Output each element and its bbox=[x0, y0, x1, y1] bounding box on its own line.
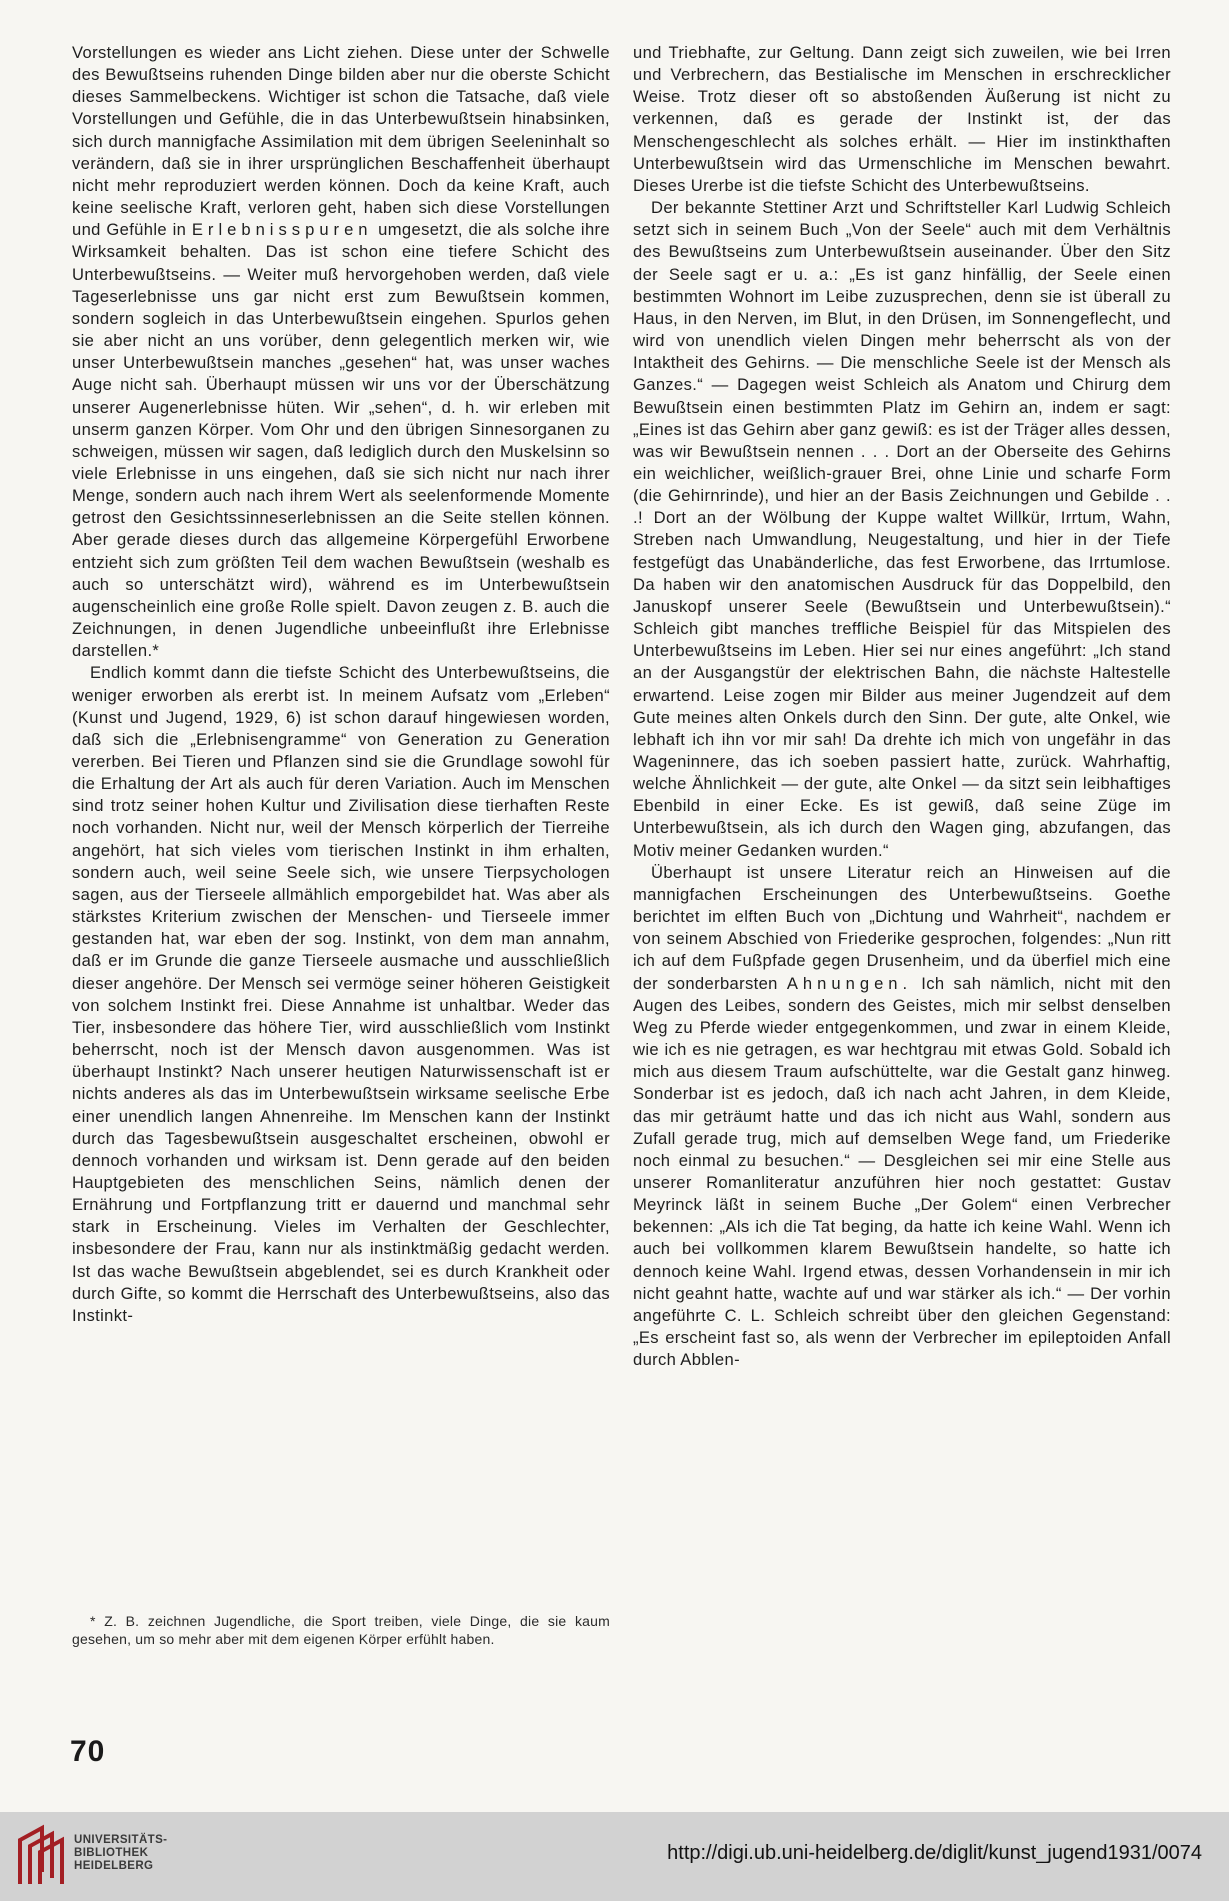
footnote: * Z. B. zeichnen Jugendliche, die Sport treiben, viele Dinge, die sie kaum gesehen, um so mehr aber mit dem eigenen Körper erfühlt haben. bbox=[72, 1613, 610, 1647]
text-column-left bbox=[72, 42, 610, 1327]
paragraph: Endlich kommt dann die tiefste Schicht des Unterbewußtseins, die weniger erworben als ererbt ist. In meinem Aufsatz vom „Erleben“ (Kunst und Jugend, 1929, 6) ist schon darauf hingewiesen worden, daß sich die „Erlebnisengramme“ von Generation zu Generation vererben. Bei Tieren und Pflanzen sind sie die Grundlage sowohl für die Erhaltung der Art als auch für deren Variation. Auch im Menschen sind trotz seiner hohen Kultur und Zivilisation diese tierhaften Reste noch vorhanden. Nicht nur, weil der Mensch körperlich der Tierreihe angehört, hat sich vieles vom tierischen Instinkt in ihm erhalten, sondern auch, weil seine Seele sich, wie unsere Tierpsychologen sagen, aus der Tierseele allmählich emporgebildet hat. Was aber als stärkstes Kriterium zwischen der Menschen- und Tierseele immer gestanden hat, war eben der sog. Instinkt, von dem man annahm, daß er im Grunde die ganze Tierseele ausmache und ausschließlich dieser angehöre. Der Mensch sei vermöge seiner höheren Geistigkeit von solchem Instinkt frei. Diese Annahme ist unhaltbar. Weder das Tier, insbesondere das höhere Tier, wird ausschließlich vom Instinkt beherrscht, noch ist der Mensch davon ausgenommen. Was ist überhaupt Instinkt? Nach unserer heutigen Naturwissenschaft ist er nichts anderes als das im Unterbewußtsein wirksame seelische Erbe einer unendlich langen Ahnenreihe. Im Menschen kann der Instinkt durch das Tagesbewußtsein ausgeschaltet erscheinen, obwohl er dennoch vorhanden und wirksam ist. Denn gerade auf den beiden Hauptgebieten des menschlichen Seins, nämlich denen der Ernährung und Fortpflanzung tritt er dauernd und manchmal sehr stark in Erscheinung. Vieles im Verhalten der Geschlechter, insbesondere der Frau, kann nur als instinktmäßig gedacht werden. Ist das wache Bewußtsein abgeblendet, sei es durch Krankheit oder durch Gifte, so kommt die Herrschaft des Unterbewußtseins, also das Instinkt- bbox=[72, 663, 610, 1325]
spaced-emphasis: Ahnungen. bbox=[786, 973, 913, 993]
library-logo-icon bbox=[12, 1822, 68, 1890]
paragraph: Der bekannte Stettiner Arzt und Schriftsteller Karl Ludwig Schleich setzt sich in seinem Buch „Von der Seele“ auch mit dem Verhältnis des Bewußtseins zum Unterbewußtsein auseinander. Über den Sitz der Seele sagt er u. a.: „Es ist ganz hinfällig, der Seele einen bestimmten Wohnort im Leibe zuzusprechen, denn sie ist überall zu Haus, in den Nerven, im Blut, in den Drüsen, im Sonnengeflecht, und wird von unendlich vielen Dingen mehr beherrscht als von der Intaktheit des Gehirns. — Die menschliche Seele ist der Mensch als Ganzes.“ — Dagegen weist Schleich als Anatom und Chirurg dem Bewußtsein einen bestimmten Platz im Gehirn an, indem er sagt: „Eines ist das Gehirn aber ganz gewiß: es ist der Träger alles dessen, was wir Bewußtsein nennen . . . Dort an der Oberseite des Gehirns ein weichlicher, weißlich-grauer Brei, ohne Linie und scharfe Form (die Gehirnrinde), und hier an der Basis Zeichnungen und Gebilde . . .! Dort an der Wölbung der Kuppe waltet Willkür, Irrtum, Wahn, Streben nach Umwandlung, Neugestaltung, und hier in der Tiefe festgefügt das Unabänderliche, das fest Erworbene, das Irrtumlose. Da haben wir den anatomischen Ausdruck für das Doppelbild, den Januskopf unserer Seele (Bewußtsein und Unterbewußtsein).“ Schleich gibt manches treffliche Beispiel für das Mitspielen des Unterbewußtseins im Leben. Hier sei nur eines angeführt: „Ich stand an der Ausgangstür der elektrischen Bahn, die nächste Haltestelle erwartend. Leise zogen mir Bilder aus meiner Jugendzeit auf dem Gute meines alten Onkels durch den Sinn. Der gute, alte Onkel, wie lebhaft ich ihn vor mir sah! Da drehte ich mich von ungefähr in das Wageninnere, das ich soeben passiert hatte, zurück. Wahrhaftig, welche Ähnlichkeit — der gute, alte Onkel — da sitzt sein leibhaftiges Ebenbild in einer Ecke. Es ist gewiß, daß seine Züge im Unterbewußtsein, als ich durch den Wagen ging, abzufangen, das Motiv meiner Gedanken wurden.“ bbox=[633, 198, 1171, 860]
text-column-right bbox=[633, 42, 1171, 1371]
paragraph: und Triebhafte, zur Geltung. Dann zeigt sich zuweilen, wie bei Irren und Verbrechern, das Bestialische im Menschen in erschrecklicher Weise. Trotz dieser oft so abstoßenden Äußerung ist nicht zu verkennen, daß es gerade der Instinkt ist, der das Menschengeschlecht als solches erhält. — Hier im instinkthaften Unterbewußtsein wird das Urmenschliche im Menschen bewahrt. Dieses Urerbe ist die tiefste Schicht des Unterbewußtseins. bbox=[633, 43, 1171, 195]
page-number: 70 bbox=[70, 1735, 106, 1768]
spaced-emphasis: Erlebnisspuren bbox=[191, 220, 373, 240]
digitization-footer bbox=[0, 1812, 1229, 1901]
source-url-link[interactable]: http://digi.ub.uni-heidelberg.de/diglit/kunst_jugend1931/0074 bbox=[667, 1842, 1202, 1864]
paragraph: Überhaupt ist unsere Literatur reich an Hinweisen auf die mannigfachen Erscheinungen des Unterbewußtseins. Goethe berichtet im elften Buch von „Dichtung und Wahrheit“, nachdem er von seinem Abschied von Friederike gesprochen, folgendes: „Nun ritt ich auf dem Fußpfade gegen Drusenheim, und da überfiel mich eine der sonderbarsten Ahnungen. Ich sah nämlich, nicht mit den Augen des Leibes, sondern des Geistes, mich mir selbst denselben Weg zu Pferde wieder entgegenkommen, und zwar in einem Kleide, wie ich es nie getragen, es war hechtgrau mit etwas Gold. Sobald ich mich aus diesem Traum aufschüttelte, war die Gestalt ganz hinweg. Sonderbar ist es jedoch, daß ich nach acht Jahren, in dem Kleide, das mir geträumt hatte und das ich nicht aus Wahl, sondern aus Zufall gerade trug, mich auf demselben Wege fand, um Friederike noch einmal zu besuchen.“ — Desgleichen sei mir eine Stelle aus unserer Romanliteratur anzuführen hier noch gestattet: Gustav Meyrinck läßt in seinem Buche „Der Golem“ einen Verbrecher bekennen: „Als ich die Tat beging, da hatte ich keine Wahl. Wenn ich auch bei vollkommen klarem Bewußtsein handelte, so hatte ich dennoch keine Wahl. Irgend etwas, dessen Vorhandensein in mir ich nicht geahnt hatte, wachte auf und war stärker als ich.“ — Der vorhin angeführte C. L. Schleich schreibt über den gleichen Gegenstand: „Es erscheint fast so, als wenn der Verbrecher im epileptoiden Anfall durch Abblen- bbox=[633, 862, 1171, 1370]
paragraph: Vorstellungen es wieder ans Licht ziehen. Diese unter der Schwelle des Bewußtseins ruhenden Dinge bilden aber nur die oberste Schicht dieses Sammelbeckens. Wichtiger ist schon die Tatsache, daß viele Vorstellungen und Gefühle, die in das Unterbewußtsein hinabsinken, sich durch mannigfache Assimilation mit dem übrigen Seeleninhalt so verändern, daß sie in ihrer ursprünglichen Beschaffenheit überhaupt nicht mehr reproduziert werden können. Doch da keine Kraft, auch keine seelische Kraft, verloren geht, haben sich diese Vorstellungen und Gefühle in Erlebnisspuren umgesetzt, die als solche ihre Wirksamkeit behalten. Das ist schon eine tiefere Schicht des Unterbewußtseins. — Weiter muß hervorgehoben werden, daß viele Tageserlebnisse uns gar nicht erst zum Bewußtsein kommen, sondern sogleich in das Unterbewußtsein eingehen. Spurlos gehen sie aber nicht an uns vorüber, denn gelegentlich merken wir, wie unser Unterbewußtsein manches „gesehen“ hat, was unser waches Auge nicht sah. Überhaupt müssen wir uns vor der Überschätzung unserer Augenerlebnisse hüten. Wir „sehen“, d. h. wir erleben mit unserm ganzen Körper. Vom Ohr und den übrigen Sinnesorganen zu schweigen, müssen wir sagen, daß lediglich durch den Muskelsinn so viele Erlebnisse in uns eingehen, daß sie sich nicht nur nach ihrer Menge, sondern auch nach ihrem Wert als seelenformende Momente getrost den Gesichtssinneserlebnissen an die Seite stellen können. Aber gerade dieses durch das allgemeine Körpergefühl Erworbene entzieht sich zum größten Teil dem wachen Bewußtsein (weshalb es auch so unterschätzt wird), während es im Unterbewußtsein augenscheinlich eine große Rolle spielt. Davon zeugen z. B. auch die Zeichnungen, in denen Jugendliche unbeeinflußt ihre Erlebnisse darstellen.* bbox=[72, 43, 610, 661]
library-name: UNIVERSITÄTS- BIBLIOTHEK HEIDELBERG bbox=[74, 1834, 168, 1872]
